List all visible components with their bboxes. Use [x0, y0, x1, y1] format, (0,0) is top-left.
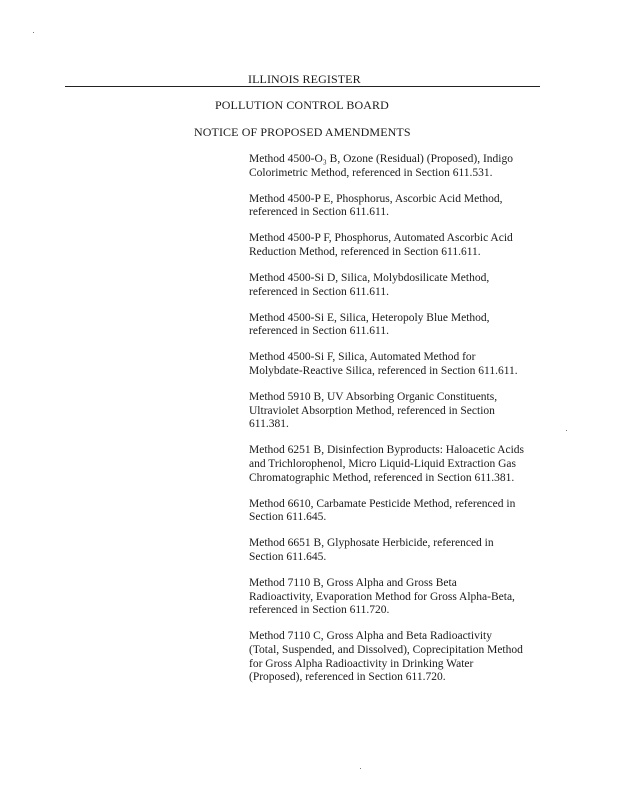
method-item-line: Chromatographic Method, referenced in Section 611.381.	[249, 471, 515, 484]
method-item-line: Reduction Method, referenced in Section 611.611.	[249, 245, 481, 258]
register-title: ILLINOIS REGISTER	[248, 72, 361, 86]
method-item	[249, 193, 554, 220]
method-item-line: Method 4500-Si E, Silica, Heteropoly Blue Method,	[249, 311, 490, 324]
method-item	[249, 312, 554, 339]
method-item-line: Method 6610, Carbamate Pesticide Method, referenced in	[249, 497, 516, 510]
method-item-line: Method 4500-Si D, Silica, Molybdosilicate Method,	[249, 272, 490, 285]
method-item-line: for Gross Alpha Radioactivity in Drinking Water	[249, 657, 474, 670]
method-item	[249, 537, 554, 564]
method-item	[249, 351, 554, 378]
method-item-line: referenced in Section 611.611.	[249, 206, 389, 219]
method-item-line: Method 4500-O₃ B, Ozone (Residual) (Proposed), Indigo	[249, 153, 513, 165]
method-item-line: Method 4500-Si F, Silica, Automated Method for	[249, 351, 476, 364]
header-rule	[65, 86, 540, 87]
scan-speck	[360, 768, 361, 769]
method-item-line: Radioactivity, Evaporation Method for Gross Alpha-Beta,	[249, 590, 515, 603]
scan-speck	[566, 430, 567, 431]
method-item-line: Method 4500-P E, Phosphorus, Ascorbic Acid Method,	[249, 192, 503, 205]
method-item-line: 611.381.	[249, 418, 289, 431]
notice-title: NOTICE OF PROPOSED AMENDMENTS	[194, 125, 411, 139]
method-item-line: Method 7110 B, Gross Alpha and Gross Beta	[249, 577, 457, 590]
method-item-line: referenced in Section 611.611.	[249, 285, 389, 298]
method-item-line: (Total, Suspended, and Dissolved), Coprecipitation Method	[249, 643, 523, 656]
method-item	[249, 153, 554, 180]
board-title: POLLUTION CONTROL BOARD	[215, 98, 389, 112]
scan-speck	[33, 32, 34, 33]
method-item	[249, 272, 554, 299]
method-item-line: Method 6251 B, Disinfection Byproducts: Haloacetic Acids	[249, 444, 524, 457]
method-item-line: Method 5910 B, UV Absorbing Organic Constituents,	[249, 391, 498, 404]
method-item-line: Method 6651 B, Glyphosate Herbicide, referenced in	[249, 537, 494, 550]
method-item-line: Section 611.645.	[249, 511, 327, 524]
method-item-line: referenced in Section 611.720.	[249, 604, 390, 617]
method-item	[249, 630, 554, 684]
method-item-line: Section 611.645.	[249, 550, 327, 563]
method-item-line: Method 4500-P F, Phosphorus, Automated Ascorbic Acid	[249, 232, 513, 245]
method-item-line: Molybdate-Reactive Silica, referenced in Section 611.611.	[249, 365, 518, 378]
method-item	[249, 391, 554, 432]
method-item-line: referenced in Section 611.611.	[249, 325, 389, 338]
method-item-line: Method 7110 C, Gross Alpha and Beta Radioactivity	[249, 630, 492, 643]
method-list	[249, 153, 554, 697]
method-item-line: Ultraviolet Absorption Method, referenced in Section	[249, 404, 495, 417]
method-item	[249, 444, 554, 485]
method-item-line: Colorimetric Method, referenced in Section 611.531.	[249, 166, 493, 179]
method-item	[249, 232, 554, 259]
method-item-line: (Proposed), referenced in Section 611.720.	[249, 671, 446, 684]
method-item	[249, 577, 554, 618]
method-item-line: and Trichlorophenol, Micro Liquid-Liquid Extraction Gas	[249, 458, 517, 470]
method-item	[249, 498, 554, 525]
